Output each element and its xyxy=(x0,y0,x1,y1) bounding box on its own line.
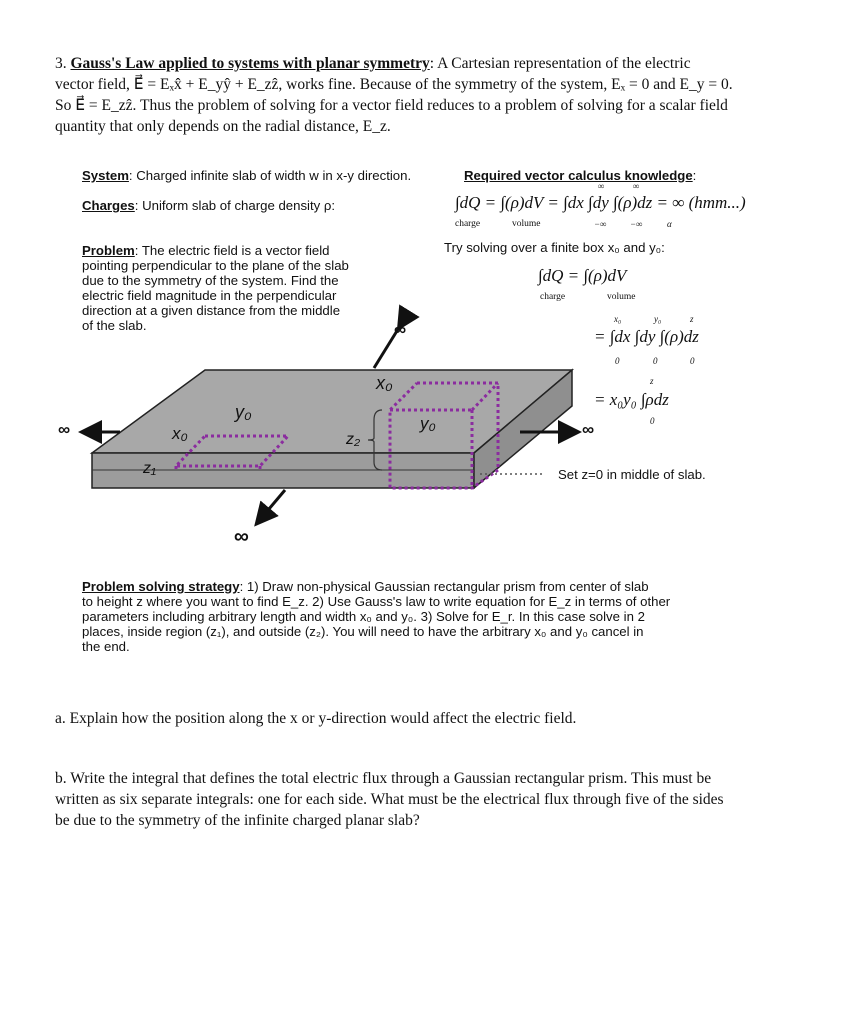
strategy-text-1: : 1) Draw non-physical Gaussian rectangular prism from center of slab xyxy=(239,579,649,594)
y0-top-label: y₀ xyxy=(235,402,252,422)
problem-text-1: : The electric field is a vector field xyxy=(134,243,330,258)
eq4-limit-bottom: 0 xyxy=(650,416,655,426)
y0-right-label: y₀ xyxy=(420,414,436,433)
eq3-limit-top-x: x₀ xyxy=(614,314,622,324)
question-b-line-2: written as six separate integrals: one for each side. What must be the electrical flux through five of the sides xyxy=(55,791,724,808)
eq3-limit-bottom-x: 0 xyxy=(615,356,620,366)
charges-text: : Uniform slab of charge density ρ: xyxy=(134,198,336,213)
strategy-line-2: to height z where you want to find E_z. 2) Use Gauss's law to write equation for E_z in terms of other xyxy=(82,594,671,609)
question-b xyxy=(55,768,825,831)
set-z-label: Set z=0 in middle of slab. xyxy=(558,467,706,482)
problem-line-3: due to the symmetry of the system. Find the xyxy=(82,273,339,288)
eq4-limit-top: z xyxy=(650,376,654,386)
problem-number: 3. xyxy=(55,55,67,72)
eq1-lower-limit-3: α xyxy=(667,219,672,229)
intro-line-1-rest: : A Cartesian representation of the electric xyxy=(429,55,691,72)
system-text: : Charged infinite slab of width w in x-y direction. xyxy=(128,168,412,183)
eq3-limit-bottom-z: 0 xyxy=(690,356,695,366)
infinity-bottom-label: ∞ xyxy=(234,525,249,548)
z1-label: z₁ xyxy=(143,460,157,477)
required-label: Required vector calculus knowledge xyxy=(464,168,693,183)
eq1-charge-caption: charge xyxy=(455,219,481,229)
try-finite-box: Try solving over a finite box x₀ and y₀: xyxy=(444,240,665,255)
x0-left-label: x₀ xyxy=(172,424,188,443)
x0-top-label: x₀ xyxy=(376,373,393,393)
strategy-paragraph xyxy=(82,579,742,654)
eq1-inf-top-2: ∞ xyxy=(633,181,640,191)
problem-line-4: electric field magnitude in the perpendicular xyxy=(82,288,337,303)
problem-line-2: pointing perpendicular to the plane of the slab xyxy=(82,258,349,273)
system-label: System xyxy=(82,168,129,183)
strategy-line-4: places, inside region (z₁), and outside (z₂). You will need to have the arbitrary x₀ and y₀ cancel in xyxy=(82,624,644,639)
intro-line-2: vector field, E⃗ = Eₓx̂ + E_yŷ + E_zẑ, works fine. Because of the symmetry of the system, Eₓ = 0 and E_y = 0. xyxy=(55,76,733,93)
problem-title: Gauss's Law applied to systems with planar symmetry xyxy=(70,55,430,72)
strategy-label: Problem solving strategy xyxy=(82,579,240,594)
z2-label: z₂ xyxy=(346,431,361,448)
strategy-line-1 xyxy=(82,579,742,594)
intro-line-4: quantity that only depends on the radial distance, E_z. xyxy=(55,118,391,135)
question-a: a. Explain how the position along the x or y-direction would affect the electric field. xyxy=(55,710,577,727)
problem-line-6: of the slab. xyxy=(82,318,147,333)
equation-4: = x₀y₀ ∫ρdz xyxy=(594,390,669,409)
required-colon: : xyxy=(692,168,697,183)
problem-label: Problem xyxy=(82,243,135,258)
eq1-lower-limit-2: −∞ xyxy=(630,219,643,229)
infinity-left-label: ∞ xyxy=(58,420,71,439)
infinity-top-label: ∞ xyxy=(394,320,407,339)
eq2-volume-caption: volume xyxy=(607,292,636,302)
eq1-inf-top-1: ∞ xyxy=(598,181,605,191)
eq1-lower-limit-1: −∞ xyxy=(594,219,607,229)
eq1-volume-caption: volume xyxy=(512,219,541,229)
eq3-limit-bottom-y: 0 xyxy=(653,356,658,366)
charges-label: Charges xyxy=(82,198,135,213)
strategy-line-3: parameters including arbitrary length and width x₀ and y₀. 3) Solve for E_r. In this case solve in 2 xyxy=(82,609,645,624)
equation-3: = ∫dx ∫dy ∫(ρ)dz xyxy=(594,327,699,346)
infinity-right-label: ∞ xyxy=(582,420,595,439)
equation-1: ∫dQ = ∫(ρ)dV = ∫dx ∫dy ∫(ρ)dz = ∞ (hmm...) xyxy=(455,193,746,212)
intro-line-3: So E⃗ = E_zẑ. Thus the problem of solving for a vector field reduces to a problem of solving for a scalar field xyxy=(55,97,728,114)
strategy-line-5: the end. xyxy=(82,639,130,654)
question-b-line-1: b. Write the integral that defines the total electric flux through a Gaussian rectangular prism. This must be xyxy=(55,770,712,787)
arrow-down-infinity xyxy=(258,490,285,522)
eq3-limit-top-y: y₀ xyxy=(654,314,662,324)
eq2-charge-caption: charge xyxy=(540,292,566,302)
problem-line-5: direction at a given distance from the middle xyxy=(82,303,341,318)
equation-2: ∫dQ = ∫(ρ)dV xyxy=(538,266,627,285)
question-b-line-3: be due to the symmetry of the infinite charged planar slab? xyxy=(55,812,420,829)
eq3-limit-top-z: z xyxy=(690,314,694,324)
